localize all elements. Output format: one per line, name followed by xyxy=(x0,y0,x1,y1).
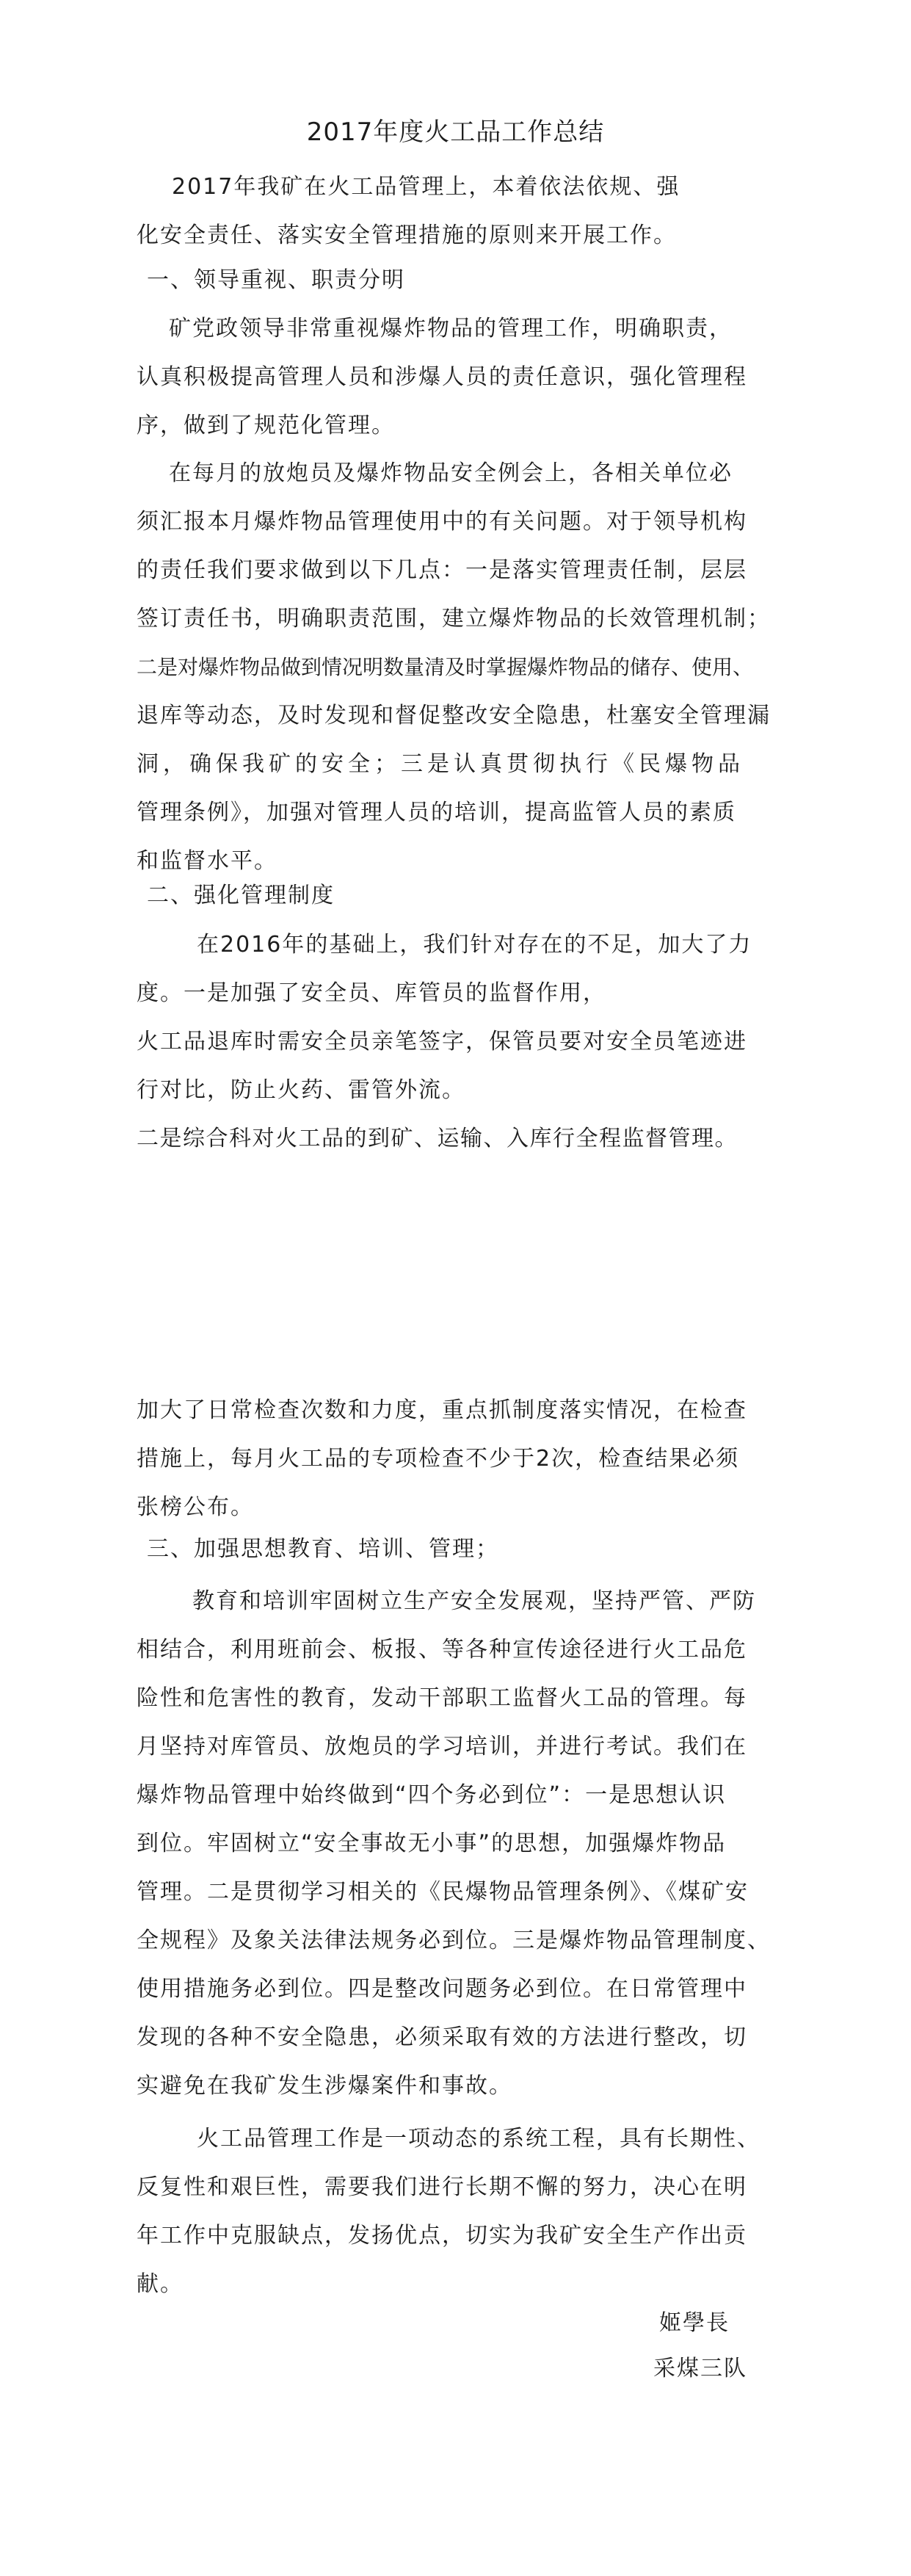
s1p1-line-1: 矿党政领导非常重视爆炸物品的管理工作，明确职责， xyxy=(169,316,733,341)
s1p2-line-5: 二是对爆炸物品做到情况明数量清及时掌握爆炸物品的储存、使用、 xyxy=(137,655,754,679)
section-2-paragraph-1 xyxy=(137,921,797,1163)
s1p1-line-2: 认真积极提高管理人员和涉爆人员的责任意识，强化管理程 xyxy=(137,364,747,390)
s1p2-line-3: 的责任我们要求做到以下几点：一是落实管理责任制，层层 xyxy=(137,557,747,583)
section-1-heading: 一、领导重视、职责分明 xyxy=(147,267,405,293)
s3p2-line-3: 年工作中克服缺点，发扬优点，切实为我矿安全生产作出贡 xyxy=(137,2223,747,2248)
s3p1-line-1: 教育和培训牢固树立生产安全发展观，坚持严管、严防 xyxy=(192,1588,756,1614)
section-3-paragraph-2 xyxy=(137,2115,797,2309)
s3p1-line-2: 相结合，利用班前会、板报、等各种宣传途径进行火工品危 xyxy=(137,1637,747,1663)
s1p1-line-3: 序，做到了规范化管理。 xyxy=(137,413,395,438)
s2p2-line-3: 张榜公布。 xyxy=(137,1494,254,1520)
s3p2-line-2: 反复性和艰巨性，需要我们进行长期不懈的努力，决心在明 xyxy=(137,2174,747,2200)
section-3-heading: 三、加强思想教育、培训、管理； xyxy=(147,1536,499,1562)
s2p1-line-4: 行对比，防止火药、雷管外流。 xyxy=(137,1077,465,1103)
s2p1-line-1: 在2016年的基础上，我们针对存在的不足，加大了力 xyxy=(197,932,752,958)
intro-paragraph xyxy=(137,163,797,260)
s3p1-line-7: 管理。二是贯彻学习相关的《民爆物品管理条例》、《煤矿安 xyxy=(137,1879,749,1905)
s2p2-line-1: 加大了日常检查次数和力度，重点抓制度落实情况，在检查 xyxy=(137,1397,747,1423)
section-1-paragraph-1 xyxy=(137,305,797,450)
s2p2-line-2: 措施上，每月火工品的专项检查不少于2次，检查结果必须 xyxy=(137,1446,740,1472)
s3p1-line-6: 到位。牢固树立“安全事故无小事”的思想，加强爆炸物品 xyxy=(137,1831,727,1856)
s1p2-line-8: 管理条例》，加强对管理人员的培训，提高监管人员的素质 xyxy=(137,800,736,825)
s3p1-line-8: 全规程》及象关法律法规务必到位。三是爆炸物品管理制度、 xyxy=(137,1928,771,1953)
s1p2-line-1: 在每月的放炮员及爆炸物品安全例会上，各相关单位必 xyxy=(169,460,733,486)
section-2-paragraph-2 xyxy=(137,1386,797,1532)
s3p1-line-4: 月坚持对库管员、放炮员的学习培训，并进行考试。我们在 xyxy=(137,1734,747,1759)
document-title: 2017年度火工品工作总结 xyxy=(306,117,605,147)
s3p1-line-10: 发现的各种不安全隐患，必须采取有效的方法进行整改，切 xyxy=(137,2025,747,2050)
signature-name: 姬學長 xyxy=(659,2310,730,2336)
s1p2-line-4: 签订责任书，明确职责范围，建立爆炸物品的长效管理机制； xyxy=(137,606,771,632)
s2p1-line-5: 二是综合科对火工品的到矿、运输、入库行全程监督管理。 xyxy=(137,1126,738,1151)
s3p1-line-5: 爆炸物品管理中始终做到“四个务必到位”：一是思想认识 xyxy=(137,1782,727,1808)
s1p2-line-6: 退库等动态，及时发现和督促整改安全隐患，杜塞安全管理漏 xyxy=(137,703,771,728)
s3p1-line-3: 险性和危害性的教育，发动干部职工监督火工品的管理。每 xyxy=(137,1685,747,1711)
s3p2-line-1: 火工品管理工作是一项动态的系统工程，具有长期性、 xyxy=(197,2126,761,2152)
section-2-heading: 二、强化管理制度 xyxy=(147,883,335,908)
s1p2-line-7: 洞，确保我矿的安全；三是认真贯彻执行《民爆物品 xyxy=(137,751,744,777)
s3p1-line-9: 使用措施务必到位。四是整改问题务必到位。在日常管理中 xyxy=(137,1976,747,2002)
s3p2-line-4: 献。 xyxy=(137,2271,184,2297)
intro-line-2: 化安全责任、落实安全管理措施的原则来开展工作。 xyxy=(137,222,677,248)
s2p1-line-3: 火工品退库时需安全员亲笔签字，保管员要对安全员笔迹进 xyxy=(137,1029,747,1054)
s3p1-line-11: 实避免在我矿发生涉爆案件和事故。 xyxy=(137,2073,512,2099)
signature-unit: 采煤三队 xyxy=(653,2356,747,2381)
section-3-paragraph-1 xyxy=(137,1577,797,2110)
s1p2-line-9: 和监督水平。 xyxy=(137,848,277,874)
intro-line-1: 2017年我矿在火工品管理上，本着依法依规、强 xyxy=(172,174,680,200)
section-1-paragraph-2 xyxy=(137,449,797,886)
s1p2-line-2: 须汇报本月爆炸物品管理使用中的有关问题。对于领导机构 xyxy=(137,509,747,535)
s2p1-line-2: 度。一是加强了安全员、库管员的监督作用， xyxy=(137,980,606,1006)
